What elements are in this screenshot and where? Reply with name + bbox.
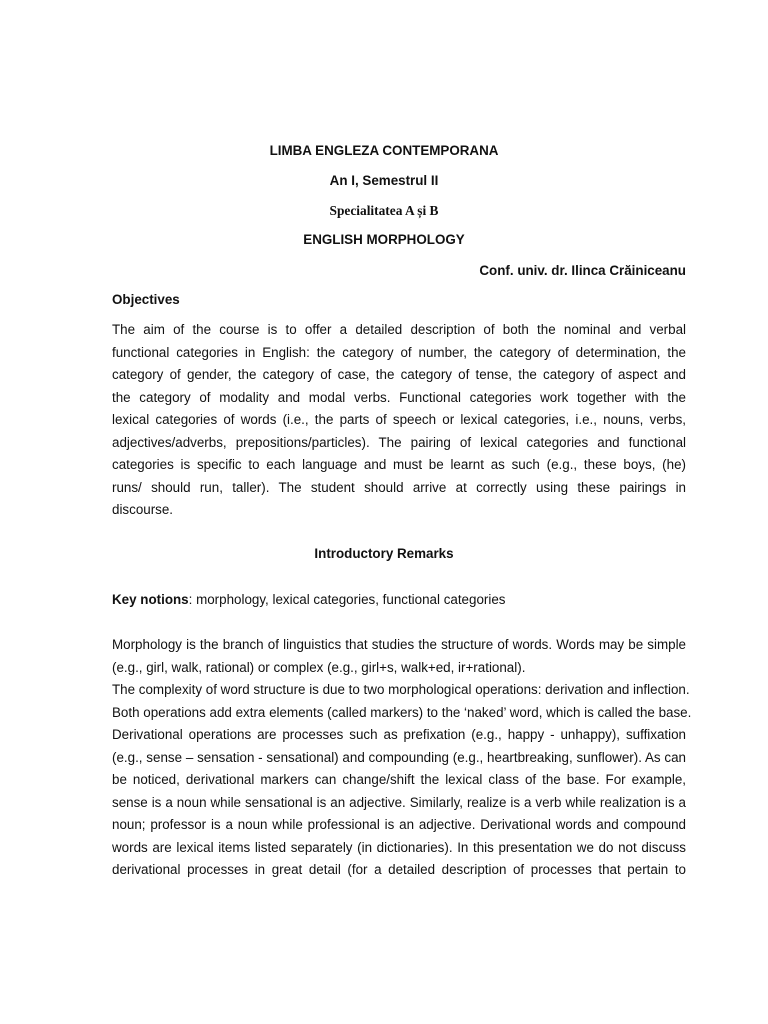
objectives-line: discourse. xyxy=(112,502,174,517)
objectives-heading: Objectives xyxy=(112,292,180,307)
body-line: sense is a noun while sensational is an adjective. Similarly, realize is a verb while realization is a xyxy=(112,794,686,810)
document-title: LIMBA ENGLEZA CONTEMPORANA xyxy=(269,143,499,158)
author-name: Conf. univ. dr. Ilinca Crăiniceanu xyxy=(479,263,686,278)
objectives-line: categories is specific to each language and must be learnt as such (e.g., these boys, (he) xyxy=(112,457,686,472)
body-line: The complexity of word structure is due to two morphological operations: derivation and inflection. xyxy=(112,682,690,697)
body-line: words are lexical items listed separately (in dictionaries). In this presentation we do not discuss xyxy=(112,839,686,855)
body-line: Derivational operations are processes such as prefixation (e.g., happy - unhappy), suffixation xyxy=(112,727,686,742)
body-line: derivational processes in great detail (for a detailed description of processes that pertain to xyxy=(112,862,686,877)
objectives-line: adjectives/adverbs, prepositions/particles). The pairing of lexical categories and functional xyxy=(112,434,686,450)
key-notions xyxy=(112,591,505,609)
body-line: (e.g., girl, walk, rational) or complex (e.g., girl+s, walk+ed, ir+rational). xyxy=(112,659,526,675)
objectives-line: The aim of the course is to offer a detailed description of both the nominal and verbal xyxy=(112,322,686,337)
key-notions-text: : morphology, lexical categories, functional categories xyxy=(188,592,506,607)
body-line: noun; professor is a noun while professional is an adjective. Derivational words and compound xyxy=(112,817,686,832)
objectives-line: functional categories in English: the category of number, the category of determination, the xyxy=(112,344,686,360)
body-line: Morphology is the branch of linguistics that studies the structure of words. Words may be simple xyxy=(112,637,686,652)
intro-heading: Introductory Remarks xyxy=(314,546,454,561)
subject-title: ENGLISH MORPHOLOGY xyxy=(303,232,465,247)
objectives-line: category of gender, the category of case, the category of tense, the category of aspect and xyxy=(112,367,686,382)
specialization: Specialitatea A și B xyxy=(329,203,439,218)
year-semester: An I, Semestrul II xyxy=(329,173,439,188)
body-line: (e.g., sense – sensation - sensational) and compounding (e.g., heartbreaking, sunflower). As can xyxy=(112,749,686,765)
objectives-line: lexical categories of words (i.e., the parts of speech or lexical categories, i.e., nouns, verbs, xyxy=(112,412,686,427)
objectives-paragraph xyxy=(112,319,686,522)
body-line: be noticed, derivational markers can change/shift the lexical class of the base. For example, xyxy=(112,772,686,787)
objectives-line: runs/ should run, taller). The student should arrive at correctly using these pairings in xyxy=(112,479,686,495)
key-notions-label: Key notions xyxy=(112,592,189,607)
body-paragraph xyxy=(112,634,692,882)
objectives-line: the category of modality and modal verbs. Functional categories work together with the xyxy=(112,389,686,405)
body-line: Both operations add extra elements (called markers) to the ‘naked’ word, which is called the base. xyxy=(112,704,692,720)
